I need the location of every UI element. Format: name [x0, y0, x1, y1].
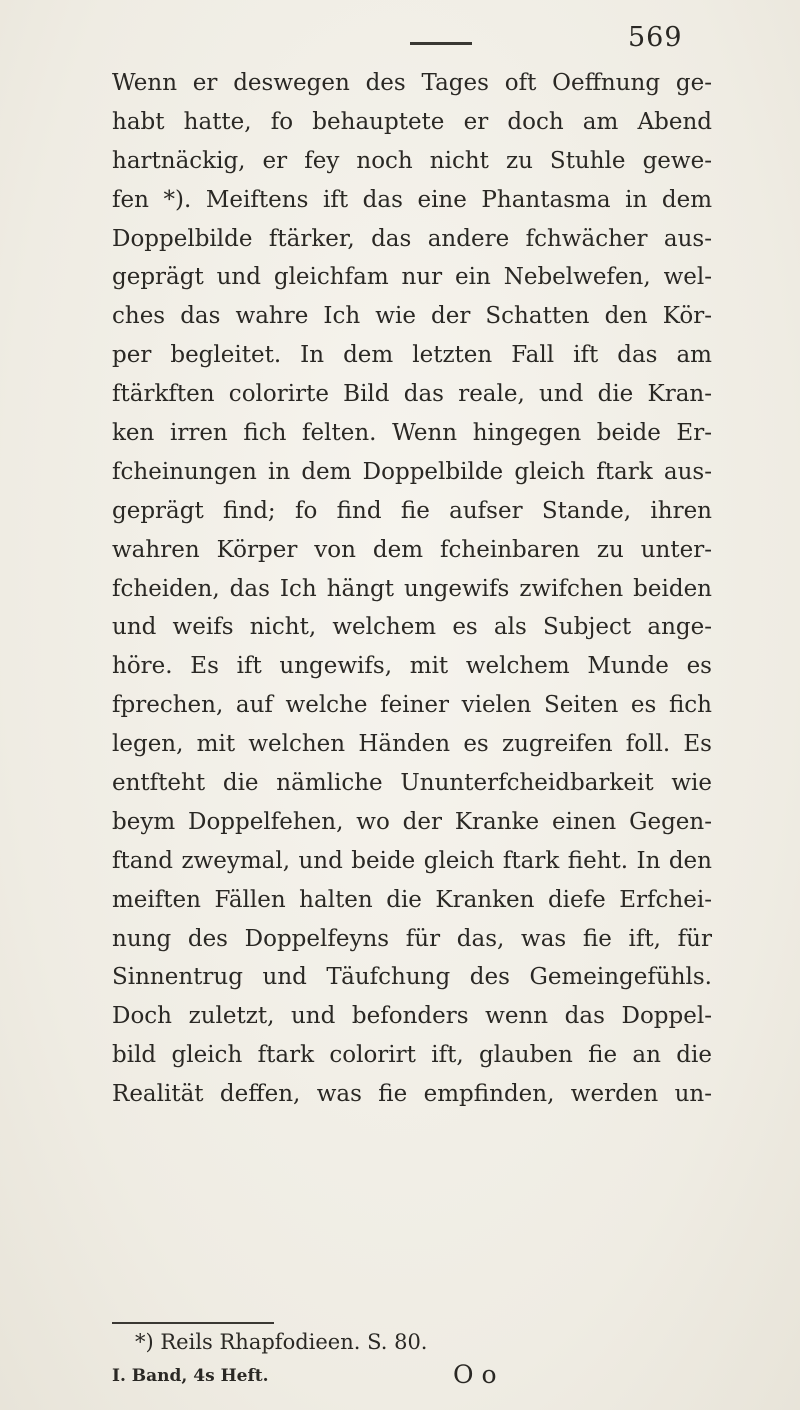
text-line: ftand zweymal, und beide gleich ftark fieht. In den — [112, 847, 712, 874]
text-line: und weifs nicht, welchem es als Subject ange- — [112, 614, 712, 641]
text-line: geprägt find; fo find fie aufser Stande, ihren — [112, 497, 712, 524]
text-line: legen, mit welchen Händen es zugreifen foll. Es — [112, 731, 712, 758]
text-line: meiften Fällen halten die Kranken diefe Erfchei- — [112, 886, 712, 913]
text-line: bild gleich ftark colorirt ift, glauben fie an die — [112, 1042, 712, 1069]
text-line: Wenn er deswegen des Tages oft Oeffnung ge- — [112, 70, 712, 96]
page-number: 569 — [628, 22, 683, 53]
text-line: Doch zuletzt, und befonders wenn das Doppel- — [112, 1003, 712, 1030]
footnote: *) Reils Rhapfodieen. S. 80. — [135, 1330, 428, 1354]
text-line: fcheiden, das Ich hängt ungewifs zwifchen beiden — [112, 575, 712, 602]
text-line: entfteht die nämliche Ununterfcheidbarkeit wie — [112, 770, 712, 797]
text-line: geprägt und gleichfam nur ein Nebelwefen, wel- — [112, 264, 712, 291]
text-line: wahren Körper von dem fcheinbaren zu unter- — [112, 536, 712, 563]
text-line: ken irren fich felten. Wenn hingegen beide Er- — [112, 420, 712, 447]
text-line: fen *). Meiftens ift das eine Phantasma in dem — [112, 186, 712, 213]
header-rule — [410, 42, 472, 45]
text-line: ftärkften colorirte Bild das reale, und die Kran- — [112, 381, 712, 408]
text-line: Doppelbilde ftärker, das andere fchwächer aus- — [112, 225, 712, 252]
text-line: höre. Es ift ungewifs, mit welchem Munde es — [112, 653, 712, 680]
text-line: Realität deffen, was fie empfinden, werden un- — [112, 1081, 712, 1108]
sheet-mark: O o — [453, 1360, 497, 1389]
printer-signature: I. Band, 4s Heft. — [112, 1366, 269, 1386]
text-line: fcheinungen in dem Doppelbilde gleich ftark aus- — [112, 458, 712, 485]
footnote-rule — [112, 1322, 274, 1324]
text-line: beym Doppelfehen, wo der Kranke einen Gegen- — [112, 808, 712, 835]
text-line: hartnäckig, er fey noch nicht zu Stuhle gewe- — [112, 147, 712, 174]
body-text — [112, 64, 712, 1114]
text-line: per begleitet. In dem letzten Fall ift das am — [112, 342, 712, 369]
text-line: Sinnentrug und Täufchung des Gemeingefühls. — [112, 964, 712, 991]
text-line: ches das wahre Ich wie der Schatten den Kör- — [112, 303, 712, 330]
text-line: habt hatte, fo behauptete er doch am Abend — [112, 108, 712, 135]
text-line: nung des Doppelfeyns für das, was fie ift, für — [112, 925, 712, 952]
text-line: fprechen, auf welche feiner vielen Seiten es fich — [112, 692, 712, 719]
